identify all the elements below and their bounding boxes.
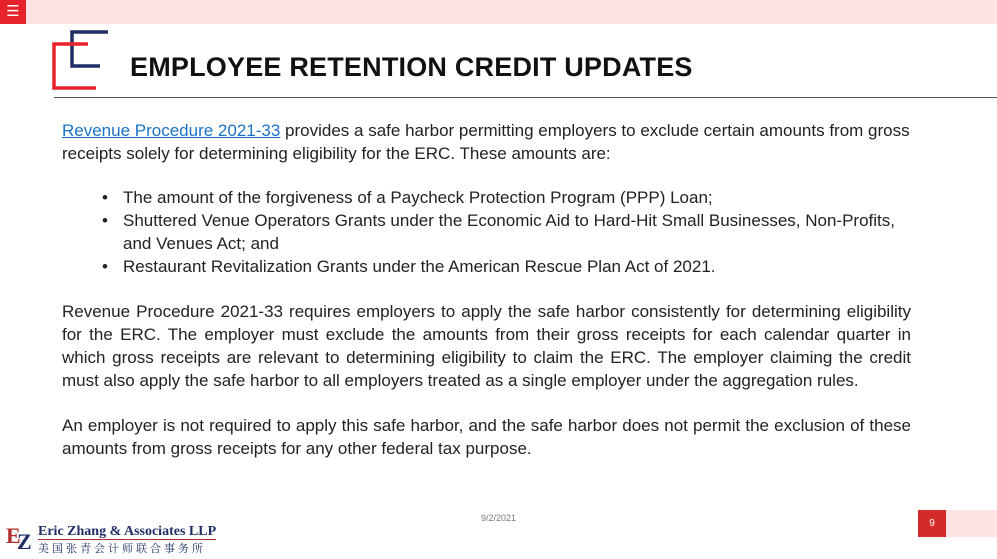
exclusion-paragraph: An employer is not required to apply this safe harbor, and the safe harbor does not permit the exclusion of these amounts from gross receipts for any other federal tax purpose.: [62, 416, 911, 458]
logo-mark-icon: [52, 30, 112, 92]
bullet-icon: •: [102, 188, 108, 207]
firm-logo-icon: [6, 521, 36, 551]
bullet-icon: •: [102, 211, 108, 230]
bullet-text: Restaurant Revitalization Grants under the American Rescue Plan Act of 2021.: [123, 257, 716, 276]
bullet-list: [62, 186, 911, 278]
title-divider: [54, 97, 997, 98]
bullet-item: [62, 209, 911, 255]
intro-text: provides a safe harbor permitting employers to exclude certain amounts from gross receipts solely for determining eligibility for the ERC. These amounts are:: [62, 121, 910, 163]
firm-name-chinese: 美国张青会计师联合事务所: [38, 542, 206, 555]
intro-paragraph: [62, 119, 911, 165]
bullet-icon: •: [102, 257, 108, 276]
slide-title: EMPLOYEE RETENTION CREDIT UPDATES: [130, 52, 693, 82]
page-number: 9: [918, 510, 946, 537]
menu-button[interactable]: [0, 0, 26, 24]
top-band: [0, 0, 997, 24]
bullet-text: Shuttered Venue Operators Grants under the Economic Aid to Hard-Hit Small Businesses, Non-Profits, and Venues Act; and: [123, 211, 895, 253]
hamburger-menu-icon: ☰: [6, 3, 20, 20]
slide-content: [62, 119, 911, 460]
page-band: [946, 510, 997, 537]
revenue-procedure-link[interactable]: Revenue Procedure 2021-33: [62, 121, 281, 140]
safe-harbor-paragraph: Revenue Procedure 2021-33 requires employers to apply the safe harbor consistently for determining eligibility for the ERC. The employer must exclude the amounts from their gross receipts for each calendar quarter in which gross receipts are relevant to determining eligibility to claim the ERC. The employer claiming the credit must also apply the safe harbor to all employers treated as a single employer under the aggregation rules.: [62, 302, 911, 390]
svg-text:E: E: [6, 523, 21, 548]
bullet-item: [62, 186, 911, 209]
footer-date: 9/2/2021: [480, 513, 517, 523]
svg-text:Z: Z: [17, 529, 32, 551]
bullet-text: The amount of the forgiveness of a Paycheck Protection Program (PPP) Loan;: [123, 188, 713, 207]
bullet-item: [62, 255, 911, 278]
firm-name: Eric Zhang & Associates LLP: [38, 524, 217, 539]
